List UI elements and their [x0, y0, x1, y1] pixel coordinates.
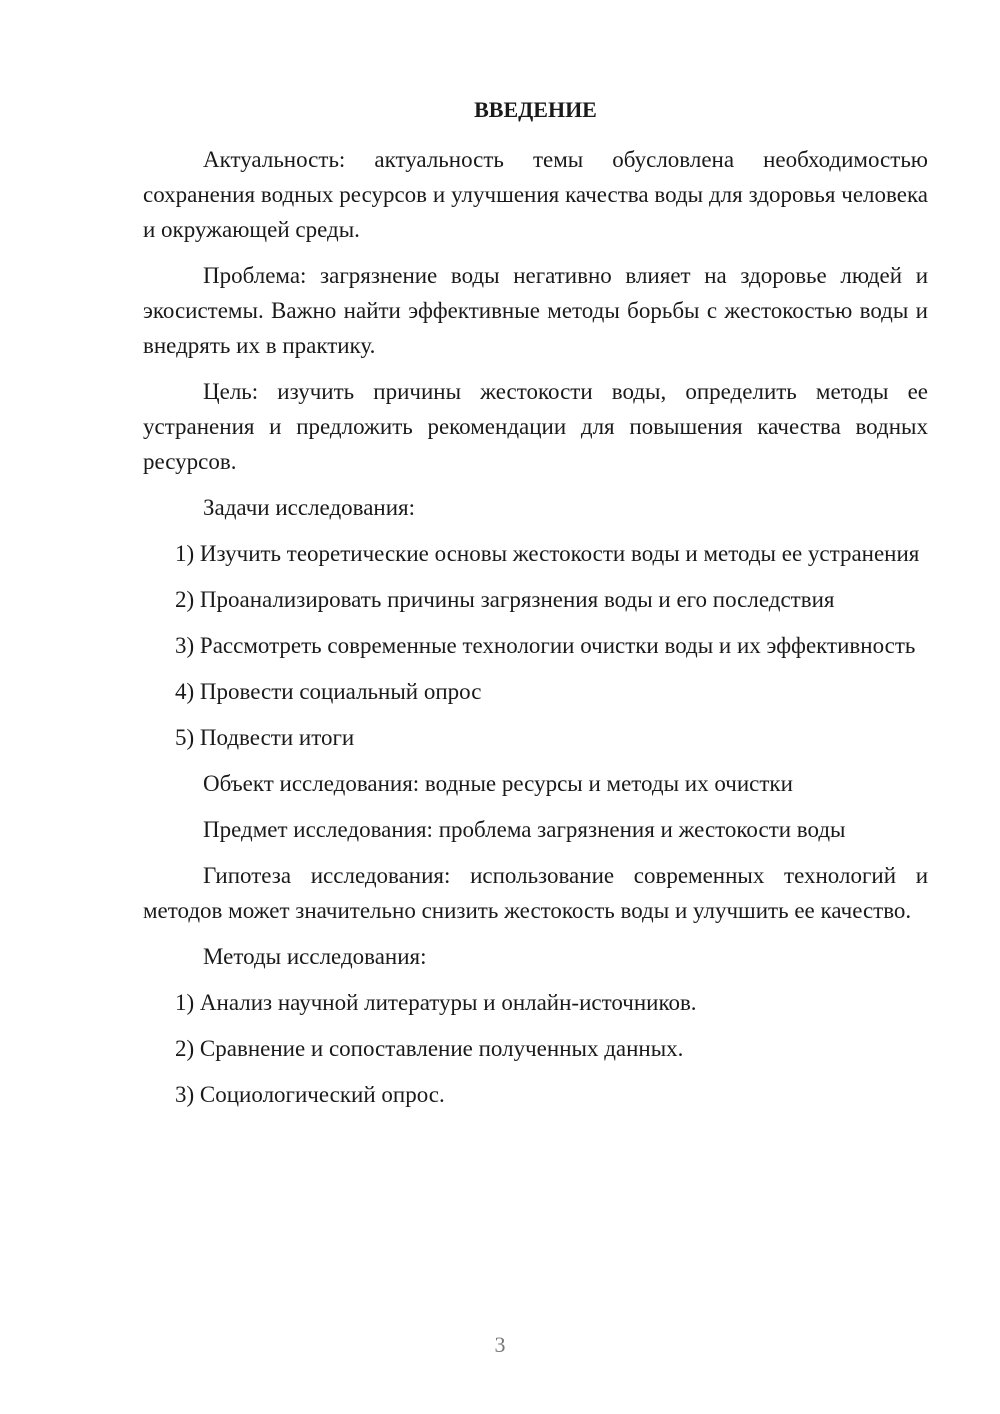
page-title: ВВЕДЕНИЕ	[474, 97, 597, 122]
page-content	[143, 96, 928, 1123]
goal-paragraph: Цель: изучить причины жестокости воды, определить методы ее устранения и предложить рекомендации для повышения качества водных ресурсов.	[143, 379, 928, 474]
task-item: 5) Подвести итоги	[175, 725, 355, 750]
tasks-heading: Задачи исследования:	[203, 495, 416, 520]
object-paragraph: Объект исследования: водные ресурсы и методы их очистки	[203, 771, 793, 796]
task-item: 3) Рассмотреть современные технологии очистки воды и их эффективность	[175, 633, 916, 658]
subject-paragraph: Предмет исследования: проблема загрязнения и жестокости воды	[203, 817, 846, 842]
method-item: 1) Анализ научной литературы и онлайн-источников.	[175, 990, 697, 1015]
page-number: 3	[494, 1332, 506, 1357]
relevance-paragraph: Актуальность: актуальность темы обусловлена необходимостью сохранения водных ресурсов и улучшения качества воды для здоровья человека и окружающей среды.	[143, 147, 928, 242]
problem-paragraph: Проблема: загрязнение воды негативно влияет на здоровье людей и экосистемы. Важно найти эффективные методы борьбы с жестокостью воды и внедрять их в практику.	[143, 263, 928, 358]
methods-heading: Методы исследования:	[203, 944, 427, 969]
method-item: 3) Социологический опрос.	[175, 1082, 445, 1107]
method-item: 2) Сравнение и сопоставление полученных данных.	[175, 1036, 684, 1061]
task-item: 4) Провести социальный опрос	[175, 679, 482, 704]
task-item: 2) Проанализировать причины загрязнения воды и его последствия	[175, 587, 835, 612]
hypothesis-paragraph: Гипотеза исследования: использование современных технологий и методов может значительно снизить жестокость воды и улучшить ее качество.	[143, 863, 928, 923]
task-item: 1) Изучить теоретические основы жестокости воды и методы ее устранения	[175, 541, 920, 566]
